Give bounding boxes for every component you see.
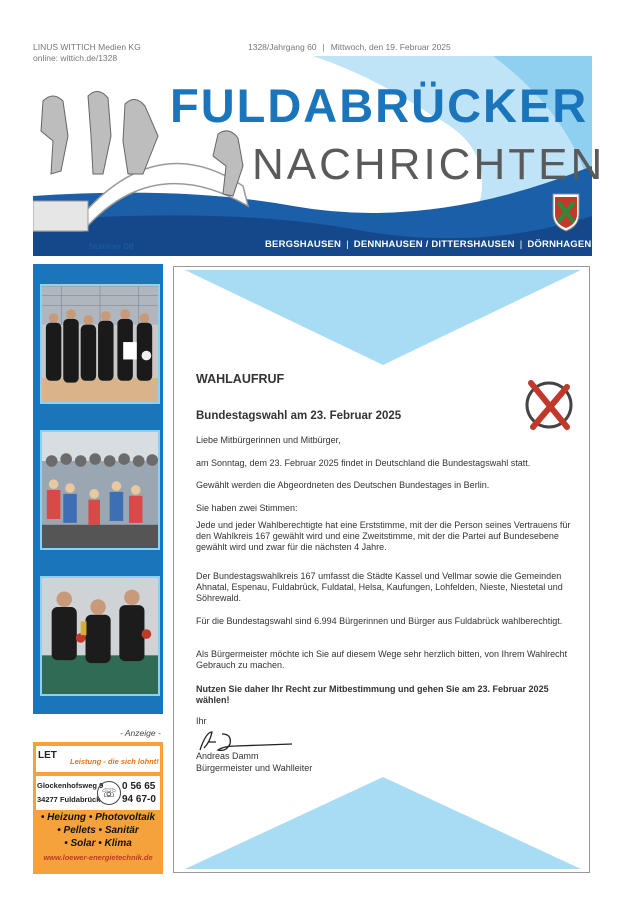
issue-badge: Nummer 08 [89,241,134,251]
issue-line: 1328/Jahrgang 60 | Mittwoch, den 19. Februar 2025 [248,42,451,52]
team-photo [40,284,160,404]
notice-paragraph: am Sonntag, dem 23. Februar 2025 findet in Deutschland die Bundestagswahl statt. [196,458,531,468]
ad-logo: LET [38,750,57,761]
notice-paragraph: Liebe Mitbürgerinnen und Mitbürger, [196,435,341,445]
notice-call-to-action: Nutzen Sie daher Ihr Recht zur Mitbestimmung und gehen Sie am 23. Februar 2025 wählen! [196,684,549,705]
advertisement-label: - Anzeige - [120,728,161,738]
notice-paragraph: Gewählt werden die Abgeordneten des Deutschen Bundestages in Berlin. [196,480,490,490]
ad-services-line: • Pellets • Sanitär [57,825,139,836]
table-tennis-photo [40,576,160,696]
bottom-triangle-decoration [185,777,581,869]
signer-name: Andreas Damm [196,751,259,761]
notice-paragraph: Für die Bundestagswahl sind 6.994 Bürgerinnen und Bürger aus Fuldabrück wahlberechtigt. [196,616,563,626]
phone-icon: ☏ [97,781,121,805]
ad-slogan: Leistung - die sich lohnt! [70,757,159,766]
ad-phone-prefix: 0 56 65 [122,781,156,792]
group-photo [40,430,160,550]
ad-street: Glockenhofsweg 9 [37,781,104,790]
ad-city: 34277 Fuldabrück [37,795,101,804]
issue-number: 1328/Jahrgang 60 [248,42,317,52]
district-item: DÖRNHAGEN [527,239,592,250]
notice-paragraph: Jede und jeder Wahlberechtigte hat eine Erststimme, mit der die Person seines Vertrauens für den Wahlkreis 167 gewählt wird und eine Zweitstimme, mit der die Partei auf Bundesebene gewählt wird und zwar für die nächsten 4 Jahre. [196,520,571,552]
publisher-online: online: wittich.de/1328 [33,53,118,63]
ballot-cross-icon [523,377,575,433]
issue-date: Mittwoch, den 19. Februar 2025 [330,42,451,52]
coat-of-arms-icon [553,194,579,231]
notice-heading: WAHLAUFRUF [196,372,285,386]
district-list: BERGSHAUSEN | DENNHAUSEN / DITTERSHAUSEN | DÖRNHAGEN [265,239,592,250]
bridge-pillar [33,201,88,231]
masthead-title: FULDABRÜCKER [170,79,589,132]
district-item: DENNHAUSEN / DITTERSHAUSEN [353,239,515,250]
notice-paragraph: Als Bürgermeister möchte ich Sie auf diesem Wege sehr herzlich bitten, von Ihrem Wahlrecht Gebrauch zu machen. [196,649,568,670]
ad-website-link[interactable]: www.loewer-energietechnik.de [43,853,153,862]
notice-paragraph: Der Bundestagswahlkreis 167 umfasst die Städte Kassel und Vellmar sowie die Gemeinden Ahnatal, Espenau, Fuldabrück, Fuldatal, Helsa, Kaufungen, Lohfelden, Nieste, Niestetal und Söhrewald. [196,571,563,603]
notice-paragraph: Sie haben zwei Stimmen: [196,503,298,513]
signer-role: Bürgermeister und Wahlleiter [196,763,313,773]
ad-services-line: • Heizung • Photovoltaik [40,812,156,823]
publisher-name: LINUS WITTICH Medien KG [33,42,141,52]
top-triangle-decoration [185,270,581,365]
district-item: BERGSHAUSEN [265,239,342,250]
ad-services-line: • Solar • Klima [64,838,132,849]
closing-word: Ihr [196,716,207,726]
ad-phone-number: 94 67-0 [122,794,156,805]
notice-subheading: Bundestagswahl am 23. Februar 2025 [196,410,402,422]
masthead-subtitle: NACHRICHTEN [252,140,606,189]
